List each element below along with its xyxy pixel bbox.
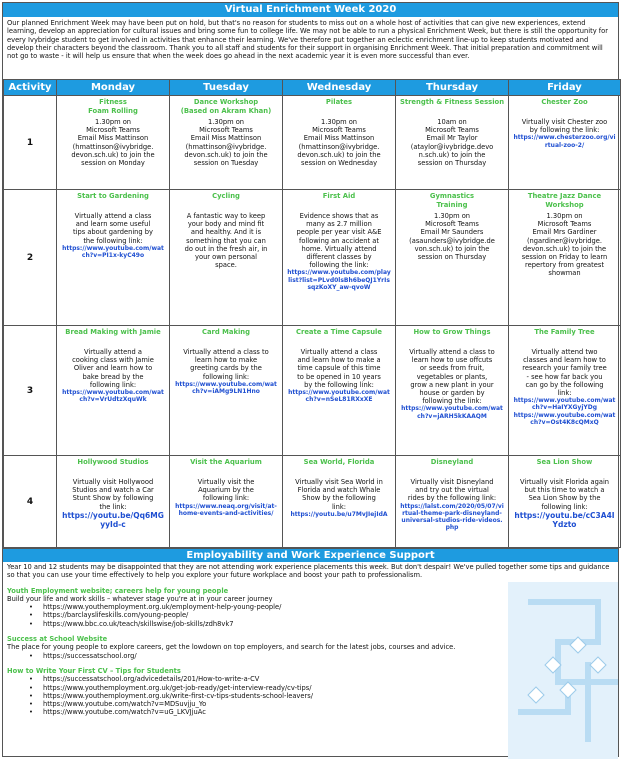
activity-cell (283, 326, 396, 456)
activity-description: Virtually visit Hollywood Studios and watch a Car Stunt Show by following the link: (72, 478, 154, 511)
activity-title: Create a Time Capsule (295, 328, 382, 336)
activity-title: Start to Gardening (77, 192, 149, 200)
activity-cell (396, 96, 509, 190)
resource-link[interactable]: • https://www.youtube.com/watch?v=uG_LKVJjuAc (29, 708, 614, 716)
schedule-table (3, 79, 621, 548)
activity-title: Fitness Foam Rolling (88, 98, 138, 115)
activity-title: Chester Zoo (541, 98, 588, 106)
employability-heading: Employability and Work Experience Support (3, 548, 618, 562)
activity-cell (57, 190, 170, 326)
activity-cell (283, 190, 396, 326)
activity-number: 1 (4, 96, 57, 190)
activity-title: Bread Making with Jamie (65, 328, 161, 336)
header-tuesday: Tuesday (170, 80, 283, 96)
activity-cell (509, 326, 621, 456)
activity-title: Pilates (325, 98, 353, 106)
schedule-row (4, 456, 621, 548)
activity-description: Virtually attend a class to learn how to make greeting cards by the following link: (183, 348, 269, 381)
activity-link[interactable]: https://www.youtube.com/watch?v=PI1x-kyC49o (62, 244, 164, 260)
activity-description: Virtually attend a class and learn some useful tips about gardening by the following link: (73, 212, 153, 245)
activity-title: Dance Workshop (Based on Akram Khan) (180, 98, 272, 115)
activity-link[interactable]: https://youtu.be/u7MvJIejIdA (290, 510, 388, 518)
activity-description: A fantastic way to keep your body and mind fit and healthy. And it is something that you can do out in the fresh air, in your own personal space. (184, 212, 268, 270)
activity-description: Evidence shows that as many as 2.7 million people per year visit A&E following an accident at home. Virtually attend different classes by following the link: (296, 212, 382, 270)
activity-description: Virtually attend a cooking class with Jamie Oliver and learn how to bake bread by the following link: (72, 348, 154, 389)
resource-link[interactable]: • https://www.youthemployment.org.uk/get-job-ready/get-interview-ready/cv-tips/ (29, 684, 614, 692)
activity-title: Visit the Aquarium (190, 458, 262, 466)
employability-intro: Year 10 and 12 students may be disappointed that they are not attending work experience placements this week. But don't despair! We've pulled together some tips and guidance so that you can use your time effectively to help you explore your future workplace and boost your path to professionalism. (7, 563, 610, 580)
page-title: Virtual Enrichment Week 2020 (3, 3, 618, 17)
resource-section-title: How to Write Your First CV – Tips for Students (7, 666, 181, 675)
activity-description: 1.30pm on Microsoft Teams Email Miss Mattinson (hmattinson@ivybridge. devon.sch.uk) to join the session on Wednesday (297, 118, 381, 168)
activity-link[interactable]: https://www.youtube.com/watch?v=VrUdtzXquWk (62, 389, 164, 404)
header-monday: Monday (57, 80, 170, 96)
activity-description: 1.30pm on Microsoft Teams Email Mrs Gardiner (ngardiner@ivybridge. devon.sch.uk) to join the session on Friday to learn repertory from greatest showman (521, 212, 608, 278)
activity-title: Gymnastics Training (429, 192, 475, 209)
resource-section-title: Success at School Website (7, 635, 108, 644)
activity-cell (170, 326, 283, 456)
activity-cell (57, 326, 170, 456)
activity-number: 3 (4, 326, 57, 456)
activity-cell (57, 456, 170, 548)
schedule-row (4, 326, 621, 456)
schedule-header-row (4, 80, 621, 96)
activity-link[interactable]: https://www.youtube.com/watch?v=iAMg9LN1Hno (175, 380, 277, 396)
employability-section (3, 562, 618, 759)
activity-link[interactable]: https://lalst.com/2020/05/07/virtual-theme-park-disneyland-universal-studios-ride-videos.php (400, 502, 504, 532)
resource-link[interactable]: • https://www.youthemployment.org.uk/write-first-cv-tips-students-school-leavers/ (29, 692, 614, 700)
activity-description: Virtually visit the Aquarium by the following link: (197, 478, 255, 503)
resource-link[interactable]: • https://www.youtube.com/watch?v=MDSuvjju_Yo (29, 700, 614, 708)
activity-description: Virtually attend a class to learn how to use offcuts or seeds from fruit, vegetables or plants, grow a new plant in your house or garden by following the link: (409, 348, 495, 406)
activity-cell (170, 96, 283, 190)
activity-title: The Family Tree (534, 328, 595, 336)
activity-number: 2 (4, 190, 57, 326)
activity-cell (396, 456, 509, 548)
activity-description: 1.30pm on Microsoft Teams Email Miss Mattinson (hmattinson@ivybridge. devon.sch.uk) to join the session on Tuesday (184, 118, 268, 168)
activity-cell (283, 96, 396, 190)
activity-title: Theatre Jazz Dance Workshop (527, 192, 602, 209)
activity-cell (170, 190, 283, 326)
activity-title: Strength & Fitness Session (399, 98, 505, 106)
activity-title: Disneyland (430, 458, 474, 466)
activity-cell (57, 96, 170, 190)
resource-link[interactable]: • https://successatschool.org/ (29, 652, 614, 660)
activity-cell (170, 456, 283, 548)
activity-title: First Aid (322, 192, 356, 200)
activity-title: Sea Lion Show (536, 458, 593, 466)
activity-title: Cycling (212, 192, 240, 200)
activity-cell (283, 456, 396, 548)
activity-cell (396, 190, 509, 326)
resource-section-title: Youth Employment website; careers help for young people (7, 586, 229, 595)
resource-section-description: Build your life and work skills – whatever stage you're at in your career journey (7, 594, 273, 603)
resource-link[interactable]: • https://barclayslifeskills.com/young-people/ (29, 611, 614, 619)
activity-cell (509, 456, 621, 548)
activity-title: Hollywood Studios (77, 458, 149, 466)
resource-link[interactable]: • https://successatschool.org/advicedetails/201/How-to-write-a-CV (29, 675, 614, 683)
activity-cell (509, 96, 621, 190)
activity-link[interactable]: https://www.youtube.com/watch?v=jARH5kKAAQM (401, 405, 503, 420)
activity-description: Virtually visit Florida again but this time to watch a Sea Lion Show by the following link: (519, 478, 610, 511)
header-thursday: Thursday (396, 80, 509, 96)
header-friday: Friday (509, 80, 621, 96)
activity-link[interactable]: https://youtu.be/Qq6MGyyId-c (62, 510, 164, 529)
resource-link[interactable]: • https://www.youthemployment.org.uk/employment-help-young-people/ (29, 603, 614, 611)
activity-title: How to Grow Things (413, 328, 491, 336)
activity-title: Card Making (201, 328, 251, 336)
enrichment-page (2, 2, 619, 757)
activity-number: 4 (4, 456, 57, 548)
intro-paragraph: Our planned Enrichment Week may have been put on hold, but that's no reason for students to miss out on a whole host of activities that can give new experiences, extend learning, develop an appreciation for cultural issues and bring some fun to college life. We may not be able to run a physical Enrichment Week, but there is still the opportunity for every Ivybridge student to get involved in activities that enhance their learning. We've therefore put together an eclectic enrichment line-up to keep students motivated and develop their characters beyond the classroom. Thank you to all staff and students for their support in organising Enrichment Week. That initial preparation and commitment will not go to waste - it will help us ensure that when the week does go ahead in the next academic year it is even more successful than ever. (7, 19, 609, 61)
activity-link[interactable]: https://www.neaq.org/visit/at-home-events-and-activities/ (175, 502, 277, 517)
activity-description: Virtually attend two classes and learn how to research your family tree - see how far back you can go by the following link: (522, 348, 607, 398)
activity-title: Sea World, Florida (303, 458, 375, 466)
activity-description: Virtually visit Sea World in Florida and watch Whale Show by the following link: (295, 478, 383, 511)
activity-description: 1.30pm on Microsoft Teams Email Miss Mattinson (hmattinson@ivybridge. devon.sch.uk) to join the session on Monday (71, 118, 155, 168)
resource-link[interactable]: • https://www.bbc.co.uk/teach/skillswise/job-skills/zdh8vk7 (29, 620, 614, 628)
activity-description: Virtually visit Disneyland and try out the virtual rides by the following link: (407, 478, 497, 503)
header-activity: Activity (4, 80, 57, 96)
schedule-row (4, 96, 621, 190)
activity-description: Virtually attend a class and learn how to make a time capsule of this time to be opened in 10 years by the following link: (297, 348, 381, 389)
resource-section-description: The place for young people to explore careers, get the lowdown on top employers, and search for the latest jobs, courses and advice. (7, 643, 456, 652)
activity-cell (396, 326, 509, 456)
activity-link[interactable]: https://youtu.be/cC3A4IYdzto (514, 510, 615, 529)
activity-description: 10am on Microsoft Teams Email Mr Taylor (ataylor@ivybridge.devo n.sch.uk) to join the session on Thursday (410, 118, 494, 168)
schedule-row (4, 190, 621, 326)
activity-link[interactable]: https://www.youtube.com/watch?v=HaIYXGyjYDg https://www.youtube.com/watch?v=Ost4K8cQMxQ (513, 397, 616, 426)
header-wednesday: Wednesday (283, 80, 396, 96)
activity-cell (509, 190, 621, 326)
activity-description: 1.30pm on Microsoft Teams Email Mr Saunders (asaunders@ivybridge.de von.sch.uk) to join the session on Thursday (409, 212, 495, 262)
decorative-pattern-graphic (498, 562, 618, 759)
activity-link[interactable]: https://www.youtube.com/watch?v=nSeL81RXxXE (288, 389, 390, 404)
activity-link[interactable]: https://www.chesterzoo.org/virtual-zoo-2/ (513, 134, 616, 149)
activity-description: Virtually visit Chester zoo by following the link: (521, 118, 608, 135)
activity-link[interactable]: https://www.youtube.com/playlist?list=PLvd0lsBh6beQJ1YrIssqzKoXY_aw-qvoW (287, 269, 391, 291)
